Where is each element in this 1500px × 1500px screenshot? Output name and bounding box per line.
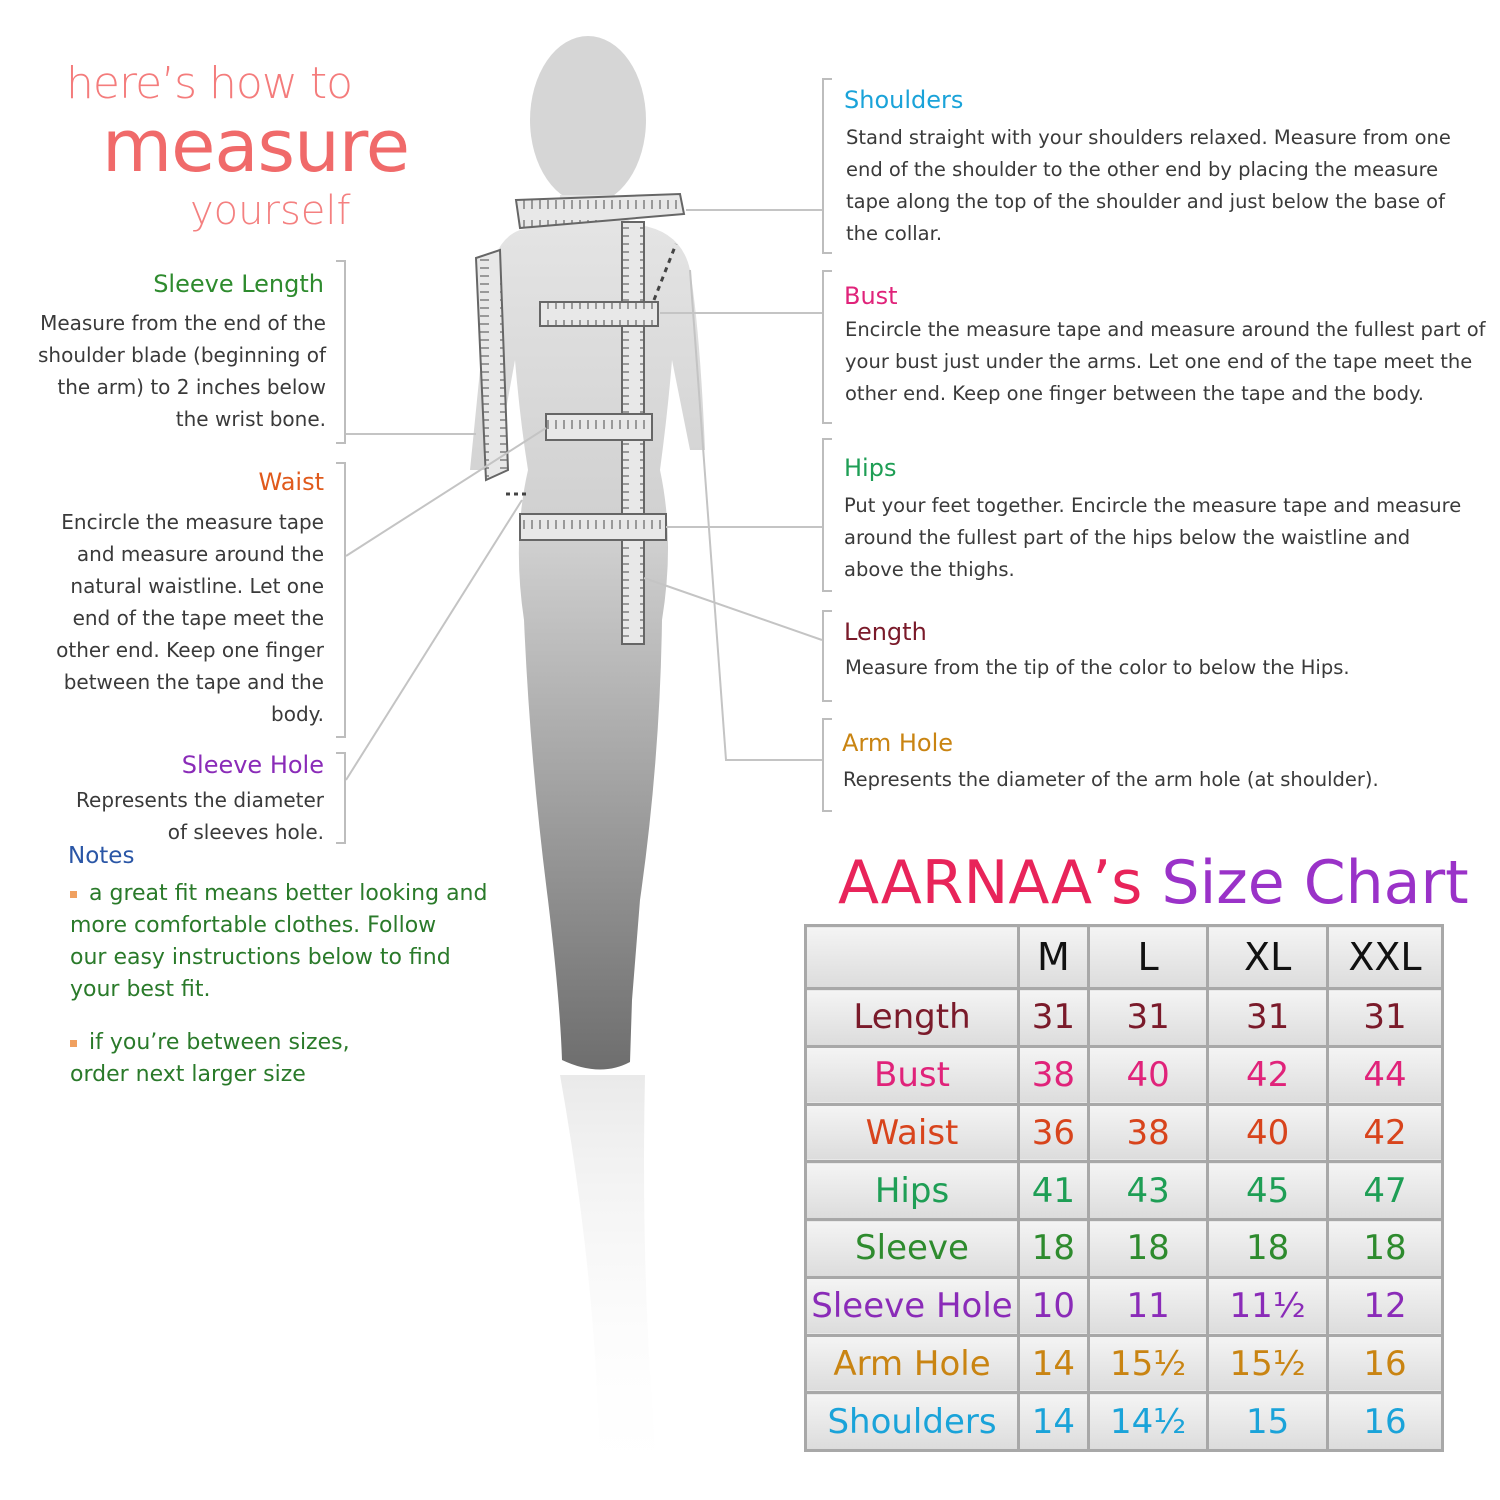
table-cell: 43 bbox=[1088, 1162, 1208, 1220]
arm-hole-heading: Arm Hole bbox=[842, 729, 954, 757]
table-cell: 10 bbox=[1019, 1277, 1089, 1335]
table-row bbox=[806, 1104, 1443, 1162]
table-cell: 42 bbox=[1327, 1104, 1442, 1162]
table-cell: 12 bbox=[1327, 1277, 1442, 1335]
table-row bbox=[806, 1277, 1443, 1335]
bust-heading: Bust bbox=[844, 282, 898, 310]
length-text: Measure from the tip of the color to below the Hips. bbox=[845, 656, 1350, 679]
title-line-3: yourself bbox=[190, 188, 351, 234]
table-cell: 18 bbox=[1019, 1220, 1089, 1278]
table-cell: 31 bbox=[1019, 989, 1089, 1047]
shoulders-text: Stand straight with your shoulders relaxed. Measure from one end of the shoulder to the other end by placing the measure tape along the top of the shoulder and just below the base of the collar. bbox=[846, 126, 1451, 245]
row-label: Bust bbox=[806, 1046, 1019, 1104]
hips-text: Put your feet together. Encircle the measure tape and measure around the fullest part of the hips below the waistline and above the thighs. bbox=[844, 494, 1462, 581]
brand-name: AARNAA’s bbox=[838, 848, 1143, 918]
table-cell: 40 bbox=[1208, 1104, 1328, 1162]
size-chart-title bbox=[838, 848, 1469, 918]
sleeve-length-text: Measure from the end of the shoulder blade (beginning of the arm) to 2 inches below the wrist bone. bbox=[38, 311, 326, 431]
notes-heading: Notes bbox=[68, 843, 135, 869]
table-header-row bbox=[806, 926, 1443, 989]
table-cell: 16 bbox=[1327, 1393, 1442, 1451]
table-cell: 11 bbox=[1088, 1277, 1208, 1335]
waist-heading: Waist bbox=[258, 468, 324, 496]
table-cell: 16 bbox=[1327, 1335, 1442, 1393]
waist-text: Encircle the measure tape and measure around the natural waistline. Let one end of the tape meet the other end. Keep one finger between the tape and the body. bbox=[56, 510, 324, 726]
table-row bbox=[806, 1046, 1443, 1104]
bullet-icon bbox=[70, 891, 77, 898]
table-cell: 31 bbox=[1208, 989, 1328, 1047]
size-chart-label: Size Chart bbox=[1161, 848, 1469, 918]
size-header-xxl: XXL bbox=[1327, 926, 1442, 989]
bullet-icon bbox=[70, 1040, 77, 1047]
bracket-bust bbox=[822, 270, 832, 424]
row-label: Waist bbox=[806, 1104, 1019, 1162]
bracket-waist bbox=[336, 462, 346, 738]
size-header-l: L bbox=[1088, 926, 1208, 989]
arm-hole-text: Represents the diameter of the arm hole (at shoulder). bbox=[843, 768, 1379, 791]
table-cell: 18 bbox=[1327, 1220, 1442, 1278]
bust-text: Encircle the measure tape and measure around the fullest part of your bust just under the arms. Let one end of the tape meet the other end. Keep one finger between the tape and the body. bbox=[845, 318, 1486, 405]
row-label: Shoulders bbox=[806, 1393, 1019, 1451]
size-header-m: M bbox=[1019, 926, 1089, 989]
title-line-2: measure bbox=[102, 104, 410, 188]
bracket-sleeve-length bbox=[336, 260, 346, 444]
table-cell: 41 bbox=[1019, 1162, 1089, 1220]
row-label: Hips bbox=[806, 1162, 1019, 1220]
table-row bbox=[806, 1393, 1443, 1451]
hips-heading: Hips bbox=[844, 454, 897, 482]
note-2: if you’re between sizes, order next larger size bbox=[70, 1030, 350, 1087]
table-cell: 18 bbox=[1208, 1220, 1328, 1278]
sleeve-length-heading: Sleeve Length bbox=[153, 270, 324, 298]
table-cell: 44 bbox=[1327, 1046, 1442, 1104]
table-cell: 38 bbox=[1019, 1046, 1089, 1104]
sleeve-hole-text: Represents the diameter of sleeves hole. bbox=[76, 788, 324, 844]
table-cell: 14 bbox=[1019, 1393, 1089, 1451]
row-label: Sleeve Hole bbox=[806, 1277, 1019, 1335]
table-cell: 14½ bbox=[1088, 1393, 1208, 1451]
row-label: Length bbox=[806, 989, 1019, 1047]
size-header-xl: XL bbox=[1208, 926, 1328, 989]
table-cell: 42 bbox=[1208, 1046, 1328, 1104]
sleeve-hole-heading: Sleeve Hole bbox=[181, 751, 324, 779]
body-silhouette bbox=[470, 36, 705, 1070]
table-row bbox=[806, 1220, 1443, 1278]
table-cell: 38 bbox=[1088, 1104, 1208, 1162]
note-1: a great fit means better looking and more comfortable clothes. Follow our easy instructions below to find your best fit. bbox=[70, 881, 488, 1002]
row-label: Sleeve bbox=[806, 1220, 1019, 1278]
title-line-1: here’s how to bbox=[66, 58, 352, 109]
table-cell: 15 bbox=[1208, 1393, 1328, 1451]
bracket-shoulders bbox=[822, 78, 832, 254]
table-cell: 47 bbox=[1327, 1162, 1442, 1220]
table-cell: 15½ bbox=[1208, 1335, 1328, 1393]
size-chart-table bbox=[804, 924, 1444, 1452]
bracket-hips bbox=[822, 438, 832, 592]
shoulders-heading: Shoulders bbox=[844, 86, 964, 114]
table-cell: 40 bbox=[1088, 1046, 1208, 1104]
table-cell: 18 bbox=[1088, 1220, 1208, 1278]
row-label: Arm Hole bbox=[806, 1335, 1019, 1393]
table-cell: 36 bbox=[1019, 1104, 1089, 1162]
bracket-length bbox=[822, 610, 832, 702]
table-cell: 31 bbox=[1327, 989, 1442, 1047]
table-row bbox=[806, 989, 1443, 1047]
empty-header-cell bbox=[806, 926, 1019, 989]
table-row bbox=[806, 1335, 1443, 1393]
table-cell: 45 bbox=[1208, 1162, 1328, 1220]
table-cell: 11½ bbox=[1208, 1277, 1328, 1335]
bracket-sleeve-hole bbox=[336, 752, 346, 844]
table-cell: 14 bbox=[1019, 1335, 1089, 1393]
table-row bbox=[806, 1162, 1443, 1220]
length-heading: Length bbox=[844, 618, 927, 646]
table-cell: 15½ bbox=[1088, 1335, 1208, 1393]
table-cell: 31 bbox=[1088, 989, 1208, 1047]
bracket-arm-hole bbox=[822, 718, 832, 812]
